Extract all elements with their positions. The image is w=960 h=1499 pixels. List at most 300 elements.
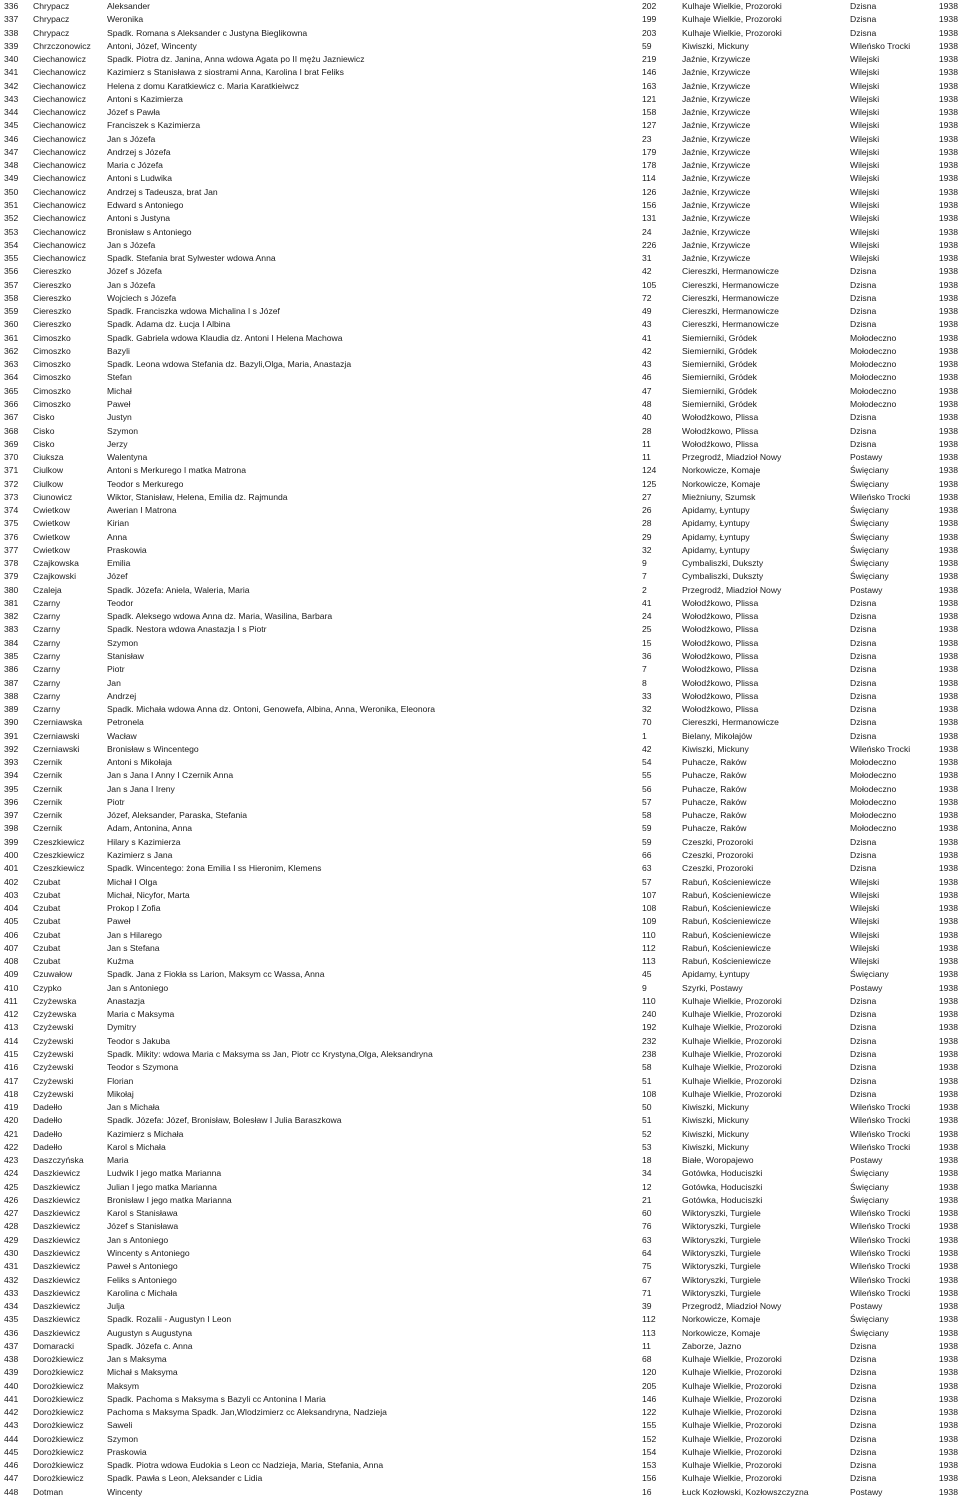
plot-number: 26 xyxy=(642,505,652,516)
village-commune: Kulhaje Wielkie, Prozoroki xyxy=(682,1062,782,1073)
surname: Cimoszko xyxy=(33,359,71,370)
given-names: Spadk. Pawła s Leon, Aleksander c Lidia xyxy=(107,1473,263,1484)
plot-number: 163 xyxy=(642,80,657,91)
county: Dzisna xyxy=(850,266,877,277)
year: 1938 xyxy=(938,133,958,144)
surname: Cwietkow xyxy=(33,518,70,529)
table-row xyxy=(0,305,960,318)
surname: Dadełło xyxy=(33,1128,63,1139)
table-row xyxy=(0,1406,960,1419)
plot-number: 240 xyxy=(642,1009,657,1020)
surname: Cisko xyxy=(33,412,55,423)
year: 1938 xyxy=(938,1261,958,1272)
year: 1938 xyxy=(938,544,958,555)
county: Wilejski xyxy=(850,67,880,78)
given-names: Teodor s Szymona xyxy=(107,1062,179,1073)
entry-number: 371 xyxy=(4,465,19,476)
table-row xyxy=(0,438,960,451)
village-commune: Puhacze, Raków xyxy=(682,770,747,781)
plot-number: 64 xyxy=(642,1247,652,1258)
entry-number: 339 xyxy=(4,40,19,51)
given-names: Augustyn s Augustyna xyxy=(107,1327,193,1338)
entry-number: 388 xyxy=(4,690,19,701)
entry-number: 360 xyxy=(4,319,19,330)
table-row xyxy=(0,252,960,265)
table-row xyxy=(0,703,960,716)
given-names: Bronisław s Antoniego xyxy=(107,226,192,237)
table-row xyxy=(0,584,960,597)
given-names: Jan s Jana I Ireny xyxy=(107,783,175,794)
plot-number: 28 xyxy=(642,518,652,529)
given-names: Spadk. Józefa: Józef, Bronisław, Bolesław I Julia Baraszkowa xyxy=(107,1115,342,1126)
table-row xyxy=(0,876,960,889)
table-row xyxy=(0,1061,960,1074)
plot-number: 124 xyxy=(642,465,657,476)
year: 1938 xyxy=(938,120,958,131)
given-names: Andrzej xyxy=(107,690,137,701)
table-row xyxy=(0,53,960,66)
year: 1938 xyxy=(938,730,958,741)
plot-number: 110 xyxy=(642,929,656,940)
year: 1938 xyxy=(938,717,958,728)
surname: Cimoszko xyxy=(33,385,71,396)
village-commune: Apidamy, Łyntupy xyxy=(682,544,750,555)
given-names: Jan s Maksyma xyxy=(107,1354,167,1365)
table-row xyxy=(0,371,960,384)
surname: Czuwałow xyxy=(33,969,73,980)
surname: Daszkiewicz xyxy=(33,1234,81,1245)
entry-number: 439 xyxy=(4,1367,19,1378)
table-row xyxy=(0,756,960,769)
table-row xyxy=(0,623,960,636)
plot-number: 199 xyxy=(642,14,657,25)
table-row xyxy=(0,265,960,278)
year: 1938 xyxy=(938,1208,958,1219)
surname: Ciechanowicz xyxy=(33,213,87,224)
entry-number: 341 xyxy=(4,67,19,78)
plot-number: 57 xyxy=(642,796,652,807)
entry-number: 437 xyxy=(4,1340,19,1351)
entry-number: 380 xyxy=(4,584,19,595)
plot-number: 232 xyxy=(642,1035,657,1046)
village-commune: Kulhaje Wielkie, Prozoroki xyxy=(682,1022,782,1033)
county: Dzisna xyxy=(850,1088,877,1099)
given-names: Karolina c Michała xyxy=(107,1287,178,1298)
year: 1938 xyxy=(938,518,958,529)
village-commune: Kulhaje Wielkie, Prozoroki xyxy=(682,1420,782,1431)
table-row xyxy=(0,1327,960,1340)
year: 1938 xyxy=(938,1247,958,1258)
county: Wilejski xyxy=(850,253,880,264)
year: 1938 xyxy=(938,956,958,967)
given-names: Jan s Michała xyxy=(107,1102,160,1113)
village-commune: Kulhaje Wielkie, Prozoroki xyxy=(682,995,782,1006)
given-names: Wiktor, Stanisław, Helena, Emilia dz. Rajmunda xyxy=(107,491,288,502)
plot-number: 9 xyxy=(642,982,647,993)
village-commune: Wołodźkowo, Plissa xyxy=(682,690,759,701)
village-commune: Łuck Kozłowski, Kozłowszczyzna xyxy=(682,1486,809,1497)
county: Dzisna xyxy=(850,704,877,715)
given-names: Antoni s Ludwika xyxy=(107,173,172,184)
county: Święciany xyxy=(850,1168,889,1179)
village-commune: Jaźnie, Krzywicze xyxy=(682,107,751,118)
given-names: Spadk. Michała wdowa Anna dz. Ontoni, Genowefa, Albina, Anna, Weronika, Eleonora xyxy=(107,704,436,715)
table-row xyxy=(0,915,960,928)
given-names: Jan s Józefa xyxy=(107,133,156,144)
table-row xyxy=(0,836,960,849)
entry-number: 342 xyxy=(4,80,19,91)
surname: Cimoszko xyxy=(33,332,71,343)
table-row xyxy=(0,345,960,358)
year: 1938 xyxy=(938,823,958,834)
plot-number: 57 xyxy=(642,876,652,887)
year: 1938 xyxy=(938,1473,958,1484)
surname: Czyżewski xyxy=(33,1075,74,1086)
county: Dzisna xyxy=(850,863,877,874)
plot-number: 125 xyxy=(642,478,657,489)
village-commune: Czeszki, Prozoroki xyxy=(682,863,754,874)
county: Wileńsko Trocki xyxy=(850,1208,911,1219)
surname: Ciechanowicz xyxy=(33,199,87,210)
surname: Czernik xyxy=(33,757,63,768)
surname: Czerniawski xyxy=(33,743,80,754)
surname: Ciechanowicz xyxy=(33,173,87,184)
surname: Czypko xyxy=(33,982,62,993)
table-row xyxy=(0,1207,960,1220)
entry-number: 355 xyxy=(4,253,19,264)
surname: Dorożkiewicz xyxy=(33,1393,84,1404)
plot-number: 55 xyxy=(642,770,652,781)
year: 1938 xyxy=(938,1009,958,1020)
surname: Czubat xyxy=(33,956,61,967)
table-row xyxy=(0,292,960,305)
table-row xyxy=(0,1075,960,1088)
given-names: Józef s Pawła xyxy=(107,107,161,118)
given-names: Awerian I Matrona xyxy=(107,505,177,516)
village-commune: Jaźnie, Krzywicze xyxy=(682,213,751,224)
entry-number: 354 xyxy=(4,239,19,250)
county: Dzisna xyxy=(850,1048,877,1059)
village-commune: Kulhaje Wielkie, Prozoroki xyxy=(682,14,782,25)
surname: Czernik xyxy=(33,796,63,807)
entry-number: 386 xyxy=(4,664,19,675)
county: Dzisna xyxy=(850,438,877,449)
village-commune: Ciereszki, Hermanowicze xyxy=(682,292,779,303)
surname: Cwietkow xyxy=(33,531,70,542)
county: Dzisna xyxy=(850,412,877,423)
given-names: Wincenty xyxy=(107,1486,143,1497)
county: Dzisna xyxy=(850,717,877,728)
given-names: Spadk. Aleksego wdowa Anna dz. Maria, Wasilina, Barbara xyxy=(107,611,333,622)
year: 1938 xyxy=(938,292,958,303)
table-row xyxy=(0,769,960,782)
table-row xyxy=(0,279,960,292)
plot-number: 54 xyxy=(642,757,652,768)
surname: Ciuksza xyxy=(33,452,64,463)
village-commune: Kulhaje Wielkie, Prozoroki xyxy=(682,1380,782,1391)
year: 1938 xyxy=(938,757,958,768)
plot-number: 63 xyxy=(642,863,652,874)
surname: Czubat xyxy=(33,903,61,914)
entry-number: 387 xyxy=(4,677,19,688)
entry-number: 370 xyxy=(4,452,19,463)
entry-number: 404 xyxy=(4,903,19,914)
plot-number: 68 xyxy=(642,1354,652,1365)
year: 1938 xyxy=(938,1022,958,1033)
entry-number: 401 xyxy=(4,863,19,874)
village-commune: Wiktoryszki, Turgiele xyxy=(682,1234,761,1245)
plot-number: 11 xyxy=(642,438,651,449)
given-names: Spadk. Pachoma s Maksyma s Bazyli cc Antonina I Maria xyxy=(107,1393,326,1404)
county: Dzisna xyxy=(850,319,877,330)
year: 1938 xyxy=(938,359,958,370)
surname: Ciechanowicz xyxy=(33,239,87,250)
year: 1938 xyxy=(938,199,958,210)
year: 1938 xyxy=(938,1088,958,1099)
given-names: Piotr xyxy=(107,796,125,807)
table-row xyxy=(0,332,960,345)
year: 1938 xyxy=(938,690,958,701)
given-names: Antoni s Justyna xyxy=(107,213,171,224)
entry-number: 424 xyxy=(4,1168,19,1179)
table-row xyxy=(0,1366,960,1379)
table-row xyxy=(0,862,960,875)
county: Święciany xyxy=(850,571,889,582)
plot-number: 238 xyxy=(642,1048,657,1059)
entry-number: 402 xyxy=(4,876,19,887)
plot-number: 131 xyxy=(642,213,657,224)
village-commune: Jaźnie, Krzywicze xyxy=(682,67,751,78)
village-commune: Czeszki, Prozoroki xyxy=(682,850,754,860)
table-row xyxy=(0,597,960,610)
plot-number: 72 xyxy=(642,292,652,303)
year: 1938 xyxy=(938,1141,958,1152)
plot-number: 43 xyxy=(642,359,652,370)
given-names: Jan s Józefa xyxy=(107,279,156,290)
village-commune: Czeszki, Prozoroki xyxy=(682,836,754,847)
village-commune: Siemierniki, Gródek xyxy=(682,385,757,396)
table-row xyxy=(0,1380,960,1393)
county: Święciany xyxy=(850,478,889,489)
surname: Dotman xyxy=(33,1486,64,1497)
table-row xyxy=(0,557,960,570)
year: 1938 xyxy=(938,889,958,900)
village-commune: Ciereszki, Hermanowicze xyxy=(682,266,779,277)
county: Postawy xyxy=(850,1301,883,1312)
table-row xyxy=(0,1167,960,1180)
plot-number: 1 xyxy=(642,730,647,741)
year: 1938 xyxy=(938,1433,958,1444)
table-row xyxy=(0,796,960,809)
surname: Dorożkiewicz xyxy=(33,1460,84,1471)
year: 1938 xyxy=(938,1420,958,1431)
village-commune: Gotówka, Hoduciszki xyxy=(682,1194,763,1205)
table-row xyxy=(0,982,960,995)
given-names: Teodor s Jakuba xyxy=(107,1035,171,1046)
county: Wilejski xyxy=(850,876,880,887)
given-names: Michał xyxy=(107,385,132,396)
given-names: Mikołaj xyxy=(107,1088,134,1099)
table-row xyxy=(0,783,960,796)
surname: Daszkiewicz xyxy=(33,1221,81,1232)
village-commune: Rabuń, Kościeniewicze xyxy=(682,903,771,914)
table-row xyxy=(0,146,960,159)
village-commune: Puhacze, Raków xyxy=(682,796,747,807)
county: Wilejski xyxy=(850,173,880,184)
given-names: Ludwik I jego matka Marianna xyxy=(107,1168,222,1179)
village-commune: Siemierniki, Gródek xyxy=(682,332,757,343)
entry-number: 409 xyxy=(4,969,19,980)
entry-number: 429 xyxy=(4,1234,19,1245)
county: Wileńsko Trocki xyxy=(850,1234,911,1245)
plot-number: 41 xyxy=(642,332,652,343)
entry-number: 375 xyxy=(4,518,19,529)
plot-number: 112 xyxy=(642,942,656,953)
village-commune: Cymbaliszki, Dukszty xyxy=(682,571,764,582)
given-names: Spadk. Adama dz. Łucja I Albina xyxy=(107,319,231,330)
entry-number: 356 xyxy=(4,266,19,277)
given-names: Helena z domu Karatkiewicz c. Maria Karatkieiwcz xyxy=(107,80,299,91)
year: 1938 xyxy=(938,266,958,277)
given-names: Teodor s Merkurego xyxy=(107,478,184,489)
given-names: Weronika xyxy=(107,14,144,25)
surname: Czajkowska xyxy=(33,558,79,569)
year: 1938 xyxy=(938,876,958,887)
entry-number: 377 xyxy=(4,544,19,555)
given-names: Spadk. Rozalii - Augustyn I Leon xyxy=(107,1314,232,1325)
plot-number: 108 xyxy=(642,903,657,914)
surname: Daszkiewicz xyxy=(33,1168,81,1179)
village-commune: Wiktoryszki, Turgiele xyxy=(682,1247,761,1258)
surname: Czubat xyxy=(33,916,61,927)
entry-number: 372 xyxy=(4,478,19,489)
county: Dzisna xyxy=(850,624,877,635)
village-commune: Siemierniki, Gródek xyxy=(682,372,757,383)
plot-number: 46 xyxy=(642,372,652,383)
surname: Daszczyńska xyxy=(33,1155,84,1166)
county: Dzisna xyxy=(850,1380,877,1391)
village-commune: Wiktoryszki, Turgiele xyxy=(682,1208,761,1219)
entry-number: 440 xyxy=(4,1380,19,1391)
village-commune: Białe, Woropajewo xyxy=(682,1155,754,1166)
county: Wilejski xyxy=(850,93,880,104)
table-row xyxy=(0,1274,960,1287)
given-names: Antoni s Kazimierza xyxy=(107,93,183,104)
year: 1938 xyxy=(938,505,958,516)
given-names: Spadk. Wincentego: żona Emilia I ss Hieronim, Klemens xyxy=(107,863,322,874)
plot-number: 58 xyxy=(642,810,652,821)
surname: Czarny xyxy=(33,637,61,648)
plot-number: 70 xyxy=(642,717,652,728)
entry-number: 436 xyxy=(4,1327,19,1338)
county: Dzisna xyxy=(850,677,877,688)
year: 1938 xyxy=(938,107,958,118)
village-commune: Kulhaje Wielkie, Prozoroki xyxy=(682,1407,782,1418)
table-row xyxy=(0,1486,960,1499)
county: Dzisna xyxy=(850,690,877,701)
given-names: Adam, Antonina, Anna xyxy=(107,823,193,834)
county: Dzisna xyxy=(850,27,877,38)
entry-number: 394 xyxy=(4,770,19,781)
plot-number: 48 xyxy=(642,398,652,409)
given-names: Bronisław I jego matka Marianna xyxy=(107,1194,232,1205)
village-commune: Rabuń, Kościeniewicze xyxy=(682,956,771,967)
given-names: Spadk. Piotra wdowa Eudokia s Leon cc Nadzieja, Maria, Stefania, Anna xyxy=(107,1460,384,1471)
plot-number: 7 xyxy=(642,664,647,675)
year: 1938 xyxy=(938,412,958,423)
plot-number: 126 xyxy=(642,186,657,197)
surname: Dorożkiewicz xyxy=(33,1380,84,1391)
plot-number: 41 xyxy=(642,597,652,608)
county: Dzisna xyxy=(850,664,877,675)
county: Wilejski xyxy=(850,239,880,250)
county: Dzisna xyxy=(850,1340,877,1351)
plot-number: 60 xyxy=(642,1208,652,1219)
entry-number: 343 xyxy=(4,93,19,104)
given-names: Jan s Stefana xyxy=(107,942,160,953)
year: 1938 xyxy=(938,385,958,396)
village-commune: Kiwiszki, Mickuny xyxy=(682,40,749,51)
plot-number: 42 xyxy=(642,345,652,356)
given-names: Julja xyxy=(107,1301,125,1312)
entry-number: 441 xyxy=(4,1393,19,1404)
entry-number: 415 xyxy=(4,1048,19,1059)
county: Dzisna xyxy=(850,1433,877,1444)
plot-number: 107 xyxy=(642,889,657,900)
table-row xyxy=(0,425,960,438)
surname: Daszkiewicz xyxy=(33,1194,81,1205)
county: Wileńsko Trocki xyxy=(850,1274,911,1285)
given-names: Maria c Maksyma xyxy=(107,1009,175,1020)
entry-number: 379 xyxy=(4,571,19,582)
plot-number: 25 xyxy=(642,624,652,635)
year: 1938 xyxy=(938,1314,958,1325)
table-row xyxy=(0,398,960,411)
plot-number: 154 xyxy=(642,1446,657,1457)
year: 1938 xyxy=(938,306,958,317)
surname: Daszkiewicz xyxy=(33,1327,81,1338)
year: 1938 xyxy=(938,743,958,754)
village-commune: Wołodźkowo, Plissa xyxy=(682,425,759,436)
county: Wileńsko Trocki xyxy=(850,40,911,51)
surname: Czarny xyxy=(33,597,61,608)
county: Wileńsko Trocki xyxy=(850,491,911,502)
year: 1938 xyxy=(938,1115,958,1126)
village-commune: Przegrodź, Miadzioł Nowy xyxy=(682,452,782,463)
surname: Daszkiewicz xyxy=(33,1261,81,1272)
year: 1938 xyxy=(938,372,958,383)
village-commune: Jaźnie, Krzywicze xyxy=(682,133,751,144)
county: Dzisna xyxy=(850,1367,877,1378)
table-row xyxy=(0,1048,960,1061)
year: 1938 xyxy=(938,903,958,914)
year: 1938 xyxy=(938,332,958,343)
table-row xyxy=(0,478,960,491)
county: Wileńsko Trocki xyxy=(850,1141,911,1152)
village-commune: Kiwiszki, Mickuny xyxy=(682,743,749,754)
table-row xyxy=(0,451,960,464)
table-row xyxy=(0,159,960,172)
county: Mołodeczno xyxy=(850,823,897,834)
village-commune: Puhacze, Raków xyxy=(682,810,747,821)
table-row xyxy=(0,610,960,623)
year: 1938 xyxy=(938,850,958,860)
given-names: Wacław xyxy=(107,730,137,741)
given-names: Antoni s Mikołaja xyxy=(107,757,172,768)
year: 1938 xyxy=(938,1327,958,1338)
table-row xyxy=(0,1128,960,1141)
table-row xyxy=(0,902,960,915)
